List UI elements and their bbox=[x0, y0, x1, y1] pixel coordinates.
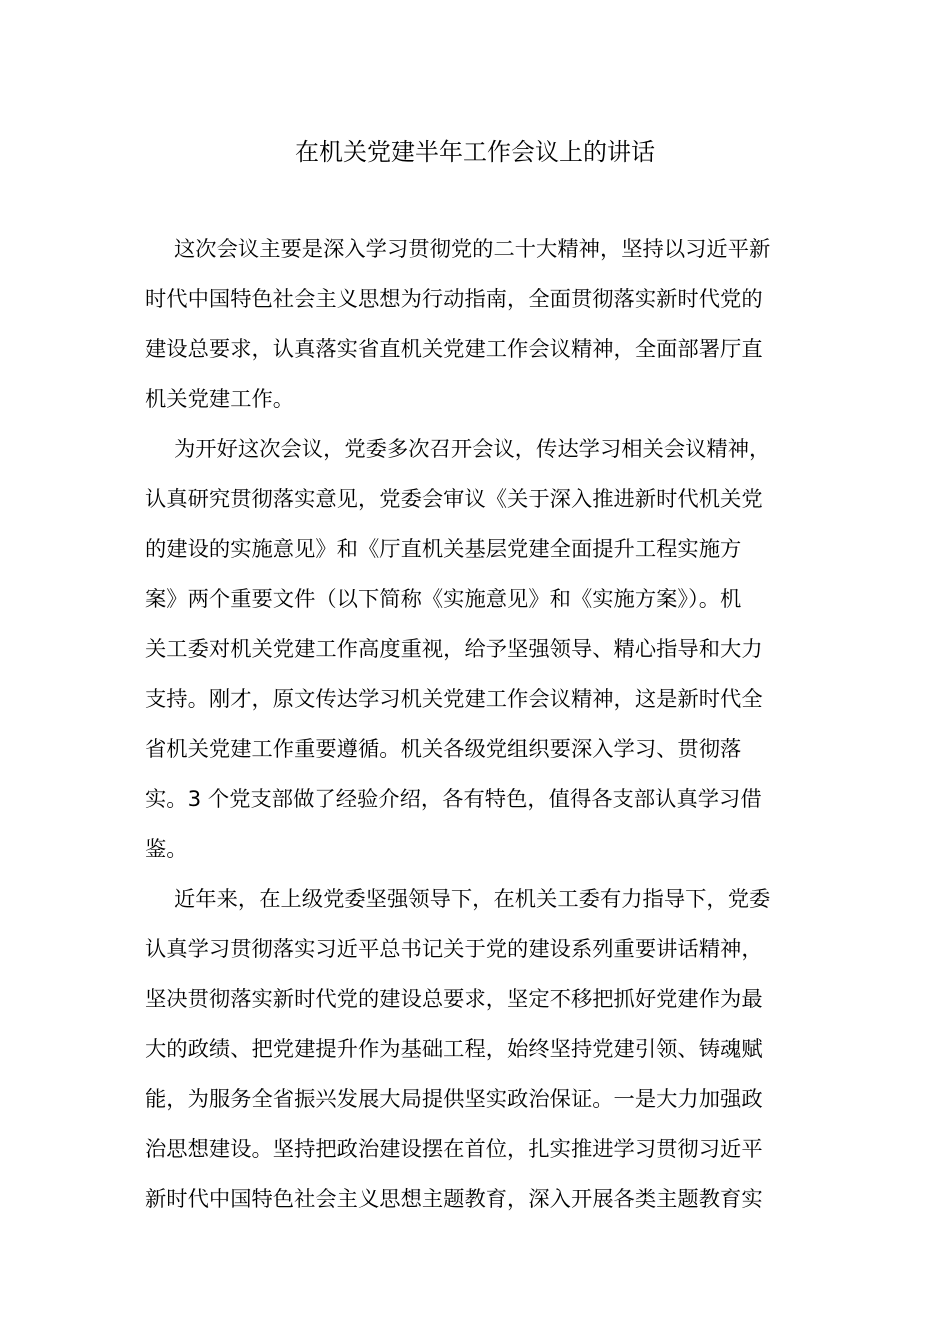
paragraph-1 bbox=[145, 225, 805, 425]
text-line: 支持。刚才，原文传达学习机关党建工作会议精神，这是新时代全 bbox=[145, 687, 763, 712]
text-line: 建设总要求，认真落实省直机关党建工作会议精神，全面部署厅直 bbox=[145, 337, 763, 362]
document-title: 在机关党建半年工作会议上的讲话 bbox=[295, 138, 655, 166]
text-line: 大的政绩、把党建提升作为基础工程，始终坚持党建引领、铸魂赋 bbox=[145, 1037, 763, 1062]
text-line: 省机关党建工作重要遵循。机关各级党组织要深入学习、贯彻落 bbox=[145, 737, 742, 762]
text-line: 案》两个重要文件（以下简称《实施意见》和《实施方案》）。机 bbox=[145, 587, 742, 612]
text-line: 的建设的实施意见》和《厅直机关基层党建全面提升工程实施方 bbox=[145, 537, 742, 562]
text-line: 认真研究贯彻落实意见，党委会审议《关于深入推进新时代机关党 bbox=[145, 487, 763, 512]
text-line: 能，为服务全省振兴发展大局提供坚实政治保证。一是大力加强政 bbox=[145, 1087, 763, 1112]
text-line: 认真学习贯彻落实习近平总书记关于党的建设系列重要讲话精神， bbox=[145, 937, 763, 962]
text-line: 机关党建工作。 bbox=[145, 387, 295, 412]
text-line: 鉴。 bbox=[145, 837, 188, 862]
text-line: 这次会议主要是深入学习贯彻党的二十大精神，坚持以习近平新 bbox=[174, 237, 771, 262]
paragraph-2 bbox=[145, 425, 805, 875]
text-line: 为开好这次会议，党委多次召开会议，传达学习相关会议精神， bbox=[174, 437, 771, 462]
text-line: 时代中国特色社会主义思想为行动指南，全面贯彻落实新时代党的 bbox=[145, 287, 763, 312]
text-line: 治思想建设。坚持把政治建设摆在首位，扎实推进学习贯彻习近平 bbox=[145, 1137, 763, 1162]
text-line: 关工委对机关党建工作高度重视，给予坚强领导、精心指导和大力 bbox=[145, 637, 763, 662]
text-line: 坚决贯彻落实新时代党的建设总要求，坚定不移把抓好党建作为最 bbox=[145, 987, 763, 1012]
text-line: 实。3 个党支部做了经验介绍，各有特色，值得各支部认真学习借 bbox=[145, 787, 762, 812]
text-line: 近年来，在上级党委坚强领导下，在机关工委有力指导下，党委 bbox=[174, 887, 771, 912]
text-line: 新时代中国特色社会主义思想主题教育，深入开展各类主题教育实 bbox=[145, 1187, 763, 1212]
document-body bbox=[145, 225, 805, 1225]
paragraph-3 bbox=[145, 875, 805, 1225]
